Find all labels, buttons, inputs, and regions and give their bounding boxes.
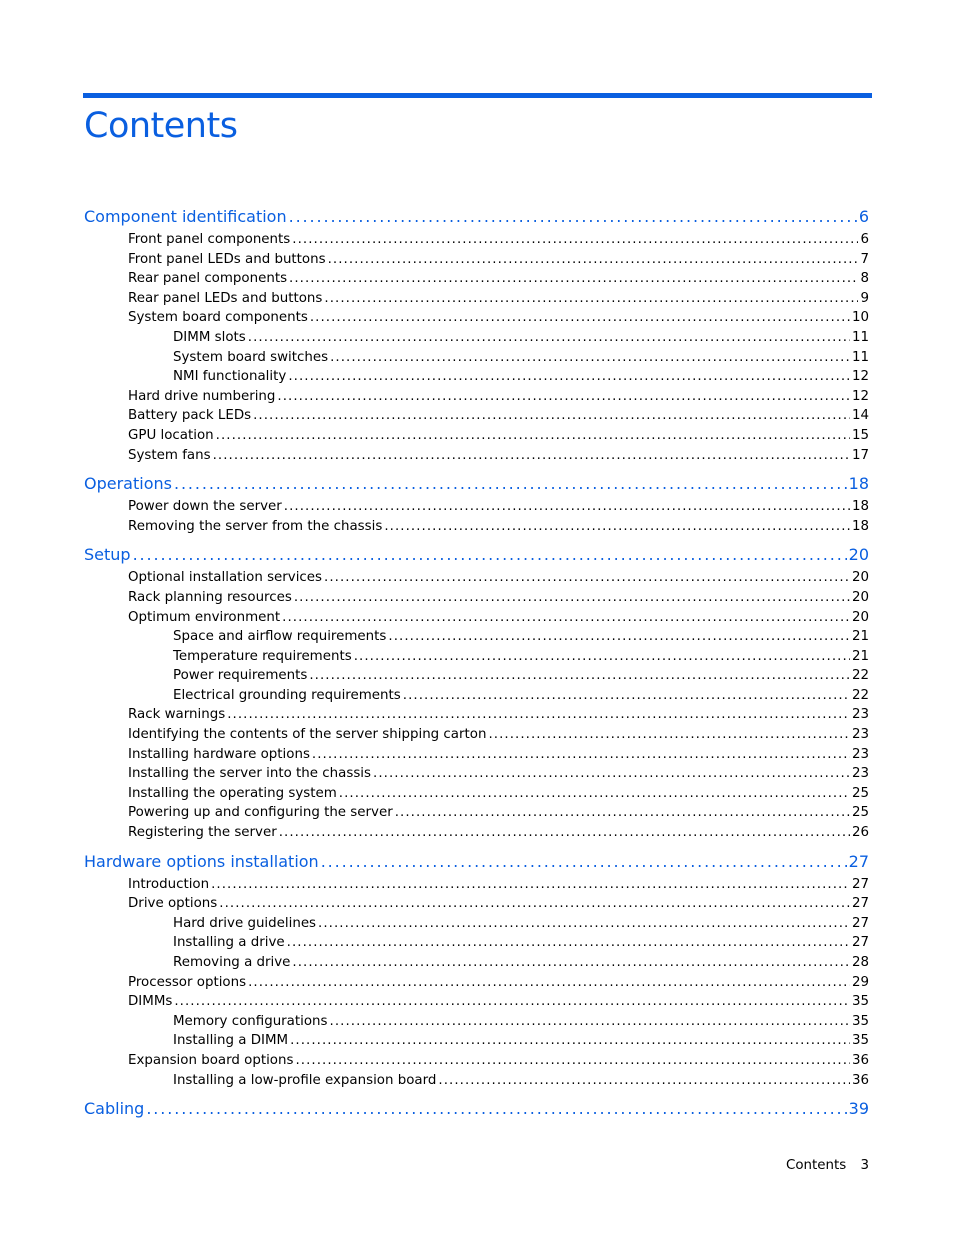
toc-dot-leader bbox=[292, 230, 858, 250]
toc-entry[interactable] bbox=[84, 406, 869, 426]
toc-entry-label: Electrical grounding requirements bbox=[173, 687, 401, 703]
toc-dot-leader bbox=[324, 289, 858, 309]
toc-dot-leader bbox=[295, 1051, 849, 1071]
toc-entry-label: Identifying the contents of the server shipping carton bbox=[128, 727, 487, 743]
toc-dot-leader bbox=[384, 517, 850, 537]
toc-dot-leader bbox=[289, 204, 857, 230]
toc-entry[interactable] bbox=[84, 894, 869, 914]
toc-entry[interactable] bbox=[84, 289, 869, 309]
toc-entry[interactable] bbox=[84, 725, 869, 745]
toc-entry-label: Powering up and configuring the server bbox=[128, 805, 393, 821]
toc-entry-page: 22 bbox=[851, 687, 869, 703]
toc-entry-label: Component identification bbox=[84, 207, 287, 226]
toc-dot-leader bbox=[287, 933, 850, 953]
toc-chapter bbox=[84, 204, 869, 465]
toc-dot-leader bbox=[310, 308, 850, 328]
toc-dot-leader bbox=[321, 849, 847, 875]
toc-dot-leader bbox=[284, 497, 850, 517]
toc-dot-leader bbox=[294, 588, 850, 608]
toc-entry-label: Removing the server from the chassis bbox=[128, 518, 383, 534]
toc-dot-leader bbox=[146, 1096, 846, 1122]
toc-entry[interactable] bbox=[84, 588, 869, 608]
toc-entry-label: Hard drive numbering bbox=[128, 388, 276, 404]
toc-entry[interactable] bbox=[84, 308, 869, 328]
toc-entry-label: System board components bbox=[128, 310, 308, 326]
toc-entry[interactable] bbox=[84, 666, 869, 686]
toc-dot-leader bbox=[318, 914, 850, 934]
toc-entry-page: 29 bbox=[851, 974, 869, 990]
toc-entry-label: Battery pack LEDs bbox=[128, 408, 252, 424]
toc-entry-page: 20 bbox=[851, 589, 869, 605]
toc-chapter-entry[interactable] bbox=[84, 849, 869, 875]
toc-entry-label: Front panel LEDs and buttons bbox=[128, 251, 326, 267]
toc-entry-label: System fans bbox=[128, 447, 211, 463]
toc-entry-label: Rack planning resources bbox=[128, 589, 292, 605]
toc-dot-leader bbox=[395, 803, 850, 823]
toc-entry[interactable] bbox=[84, 803, 869, 823]
toc-entry-label: Rack warnings bbox=[128, 707, 226, 723]
toc-entry-page: 23 bbox=[851, 727, 869, 743]
toc-entry-label: Installing the operating system bbox=[128, 785, 337, 801]
toc-entry[interactable] bbox=[84, 686, 869, 706]
toc-entry-page: 22 bbox=[851, 668, 869, 684]
toc-entry[interactable] bbox=[84, 764, 869, 784]
toc-entry-page: 11 bbox=[851, 329, 869, 345]
toc-entry-page: 9 bbox=[860, 290, 869, 306]
toc-entry-page: 27 bbox=[851, 876, 869, 892]
toc-entry[interactable] bbox=[84, 992, 869, 1012]
toc-entry-page: 23 bbox=[851, 707, 869, 723]
toc-entry-page: 14 bbox=[851, 408, 869, 424]
toc-entry-label: Removing a drive bbox=[173, 955, 291, 970]
toc-dot-leader bbox=[227, 705, 850, 725]
toc-dot-leader bbox=[488, 725, 850, 745]
toc-entry-page: 23 bbox=[851, 746, 869, 762]
toc-dot-leader bbox=[279, 823, 850, 843]
table-of-contents bbox=[84, 200, 869, 1122]
toc-entry-label: Optional installation services bbox=[128, 570, 323, 586]
toc-entry-label: Expansion board options bbox=[128, 1052, 294, 1068]
toc-entry[interactable] bbox=[84, 446, 869, 466]
footer-section: Contents bbox=[785, 1158, 847, 1173]
toc-entry-page: 35 bbox=[851, 994, 869, 1010]
toc-entry-label: Processor options bbox=[128, 974, 247, 990]
toc-entry-page: 6 bbox=[860, 232, 869, 247]
toc-entry-page: 18 bbox=[848, 474, 869, 494]
toc-entry-label: Introduction bbox=[128, 876, 210, 892]
toc-entry-page: 18 bbox=[851, 518, 869, 534]
toc-entry-page: 8 bbox=[860, 271, 869, 287]
toc-entry-page: 17 bbox=[851, 447, 869, 463]
toc-dot-leader bbox=[312, 745, 850, 765]
toc-entry-page: 7 bbox=[860, 251, 869, 267]
toc-dot-leader bbox=[213, 446, 850, 466]
page-title: Contents bbox=[84, 106, 238, 146]
toc-chapter-entry[interactable] bbox=[84, 1096, 869, 1122]
toc-entry-label: Hard drive guidelines bbox=[173, 915, 317, 931]
toc-entry-label: Hardware options installation bbox=[84, 851, 319, 871]
toc-entry-label: DIMMs bbox=[128, 994, 173, 1010]
toc-dot-leader bbox=[373, 764, 850, 784]
toc-entry-label: Installing the server into the chassis bbox=[128, 766, 371, 782]
toc-entry[interactable] bbox=[84, 367, 869, 387]
toc-dot-leader bbox=[216, 426, 850, 446]
toc-entry-label: Power requirements bbox=[173, 668, 308, 684]
toc-entry-label: Memory configurations bbox=[173, 1013, 328, 1029]
toc-entry[interactable] bbox=[84, 328, 869, 348]
toc-entry[interactable] bbox=[84, 517, 869, 537]
toc-entry-page: 35 bbox=[851, 1013, 869, 1029]
toc-entry-page: 23 bbox=[851, 766, 869, 782]
toc-entry-label: Optimum environment bbox=[128, 609, 281, 625]
toc-entry-page: 11 bbox=[851, 349, 869, 365]
toc-entry[interactable] bbox=[84, 875, 869, 895]
toc-dot-leader bbox=[438, 1071, 850, 1091]
toc-dot-leader bbox=[324, 568, 850, 588]
toc-entry-page: 39 bbox=[848, 1099, 869, 1119]
toc-chapter bbox=[84, 542, 869, 842]
toc-entry-label: Installing a low-profile expansion board bbox=[173, 1072, 437, 1088]
toc-entry[interactable] bbox=[84, 953, 869, 973]
toc-entry-page: 21 bbox=[851, 629, 869, 645]
toc-dot-leader bbox=[248, 973, 850, 993]
toc-dot-leader bbox=[282, 608, 850, 628]
toc-entry[interactable] bbox=[84, 1012, 869, 1032]
toc-entry[interactable] bbox=[84, 426, 869, 446]
toc-entry[interactable] bbox=[84, 1031, 869, 1051]
toc-entry-page: 20 bbox=[851, 570, 869, 586]
toc-entry-page: 26 bbox=[851, 825, 869, 841]
toc-chapter-entry[interactable] bbox=[84, 542, 869, 568]
toc-dot-leader bbox=[290, 1031, 850, 1051]
toc-dot-leader bbox=[277, 387, 850, 407]
toc-entry-page: 36 bbox=[851, 1072, 869, 1088]
toc-entry[interactable] bbox=[84, 973, 869, 993]
toc-entry-label: DIMM slots bbox=[173, 329, 246, 345]
toc-entry-page: 27 bbox=[848, 851, 869, 871]
toc-entry-page: 27 bbox=[851, 935, 869, 951]
toc-dot-leader bbox=[174, 471, 847, 497]
toc-dot-leader bbox=[248, 328, 850, 348]
toc-entry-page: 21 bbox=[851, 648, 869, 664]
toc-dot-leader bbox=[354, 647, 850, 667]
toc-entry[interactable] bbox=[84, 784, 869, 804]
toc-entry[interactable] bbox=[84, 230, 869, 250]
toc-entry[interactable] bbox=[84, 745, 869, 765]
toc-entry-page: 10 bbox=[851, 310, 869, 326]
toc-entry-label: Space and airflow requirements bbox=[173, 629, 387, 645]
toc-entry-page: 20 bbox=[851, 609, 869, 625]
toc-entry[interactable] bbox=[84, 608, 869, 628]
page-footer bbox=[786, 1158, 869, 1173]
toc-dot-leader bbox=[211, 875, 850, 895]
toc-dot-leader bbox=[219, 894, 850, 914]
toc-entry[interactable] bbox=[84, 1071, 869, 1091]
header-rule bbox=[83, 93, 872, 98]
toc-entry-page: 20 bbox=[848, 545, 869, 565]
toc-dot-leader bbox=[403, 686, 850, 706]
toc-entry[interactable] bbox=[84, 1051, 869, 1071]
toc-entry-page: 36 bbox=[851, 1052, 869, 1068]
toc-entry-label: Installing a DIMM bbox=[173, 1033, 289, 1049]
toc-dot-leader bbox=[330, 1012, 850, 1032]
toc-dot-leader bbox=[288, 367, 850, 387]
toc-dot-leader bbox=[292, 953, 850, 973]
toc-entry-page: 27 bbox=[851, 915, 869, 931]
toc-entry[interactable] bbox=[84, 823, 869, 843]
toc-entry[interactable] bbox=[84, 933, 869, 953]
toc-entry-label: GPU location bbox=[128, 427, 214, 443]
toc-entry-label: System board switches bbox=[173, 349, 329, 365]
toc-entry-label: Temperature requirements bbox=[173, 648, 352, 664]
toc-dot-leader bbox=[339, 784, 850, 804]
toc-entry-label: Power down the server bbox=[128, 499, 282, 515]
toc-dot-leader bbox=[328, 250, 859, 270]
toc-entry-label: Cabling bbox=[84, 1099, 145, 1119]
toc-entry[interactable] bbox=[84, 250, 869, 270]
toc-entry-page: 15 bbox=[851, 427, 869, 443]
toc-entry[interactable] bbox=[84, 705, 869, 725]
toc-entry-page: 18 bbox=[851, 499, 869, 515]
toc-entry[interactable] bbox=[84, 647, 869, 667]
toc-entry-page: 6 bbox=[858, 207, 869, 226]
toc-entry-label: NMI functionality bbox=[173, 369, 287, 385]
toc-chapter-entry[interactable] bbox=[84, 204, 869, 230]
toc-dot-leader bbox=[309, 666, 850, 686]
toc-entry[interactable] bbox=[84, 348, 869, 368]
toc-entry[interactable] bbox=[84, 387, 869, 407]
toc-entry[interactable] bbox=[84, 568, 869, 588]
toc-chapter-entry[interactable] bbox=[84, 471, 869, 497]
toc-dot-leader bbox=[133, 542, 847, 568]
toc-entry-page: 27 bbox=[851, 896, 869, 912]
toc-entry[interactable] bbox=[84, 269, 869, 289]
toc-dot-leader bbox=[330, 348, 850, 368]
toc-entry-page: 28 bbox=[851, 955, 869, 970]
toc-dot-leader bbox=[289, 269, 858, 289]
toc-entry-page: 25 bbox=[851, 785, 869, 801]
toc-entry-page: 25 bbox=[851, 805, 869, 821]
toc-entry-label: Drive options bbox=[128, 896, 218, 912]
toc-dot-leader bbox=[388, 627, 850, 647]
toc-entry-label: Setup bbox=[84, 545, 131, 565]
toc-entry[interactable] bbox=[84, 497, 869, 517]
footer-page-number: 3 bbox=[860, 1158, 869, 1173]
toc-entry-label: Installing hardware options bbox=[128, 746, 310, 762]
toc-entry-label: Operations bbox=[84, 474, 172, 494]
toc-entry-label: Rear panel LEDs and buttons bbox=[128, 290, 323, 306]
toc-entry[interactable] bbox=[84, 627, 869, 647]
toc-entry-label: Registering the server bbox=[128, 825, 277, 841]
toc-dot-leader bbox=[174, 992, 850, 1012]
toc-entry-page: 12 bbox=[851, 388, 869, 404]
toc-chapter bbox=[84, 1096, 869, 1122]
toc-chapter bbox=[84, 471, 869, 536]
toc-dot-leader bbox=[253, 406, 850, 426]
toc-entry-page: 35 bbox=[851, 1033, 869, 1049]
toc-entry[interactable] bbox=[84, 914, 869, 934]
toc-entry-label: Installing a drive bbox=[173, 935, 285, 951]
toc-entry-label: Rear panel components bbox=[128, 271, 288, 287]
toc-chapter bbox=[84, 849, 869, 1091]
toc-entry-label: Front panel components bbox=[128, 232, 291, 247]
toc-entry-page: 12 bbox=[851, 369, 869, 385]
